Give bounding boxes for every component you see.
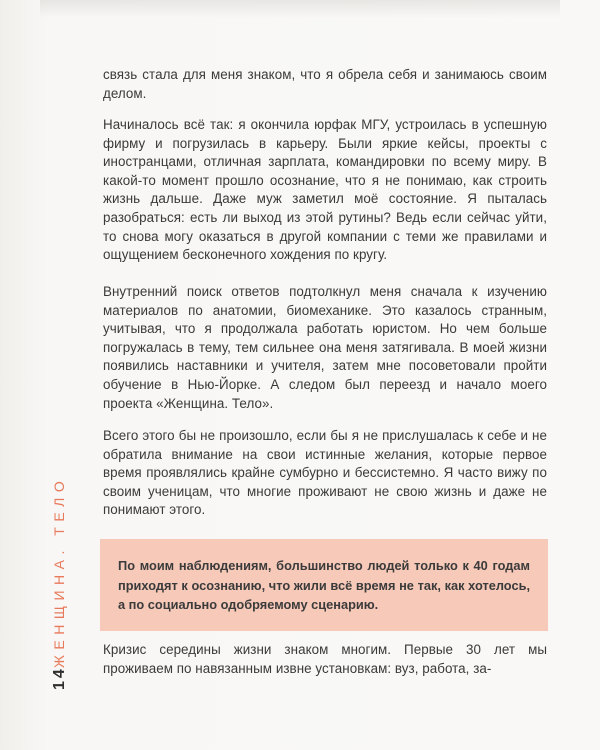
- paragraph-text: Кризис середины жизни знаком многим. Первые 30 лет мы проживаем по навязанным извне установкам: вуз, работа, за-: [103, 642, 547, 676]
- previous-page-bleed: [40, 0, 560, 18]
- paragraph-text: Внутренний поиск ответов подтолкнул меня сначала к изучению материалов по анатомии, биомеханике. Это казалось странным, учитывая, что я продолжала работать юристом. Но чем больше погружалась в тему, тем сильнее она меня затягивала. В моей жизни появились наставники и учителя, затем мне посоветовали пройти обучение в Нью-Йорке. А следом был переезд и начало моего проекта «Женщина. Тело».: [103, 284, 547, 411]
- running-head-title: ЖЕНЩИНА. ТЕЛО: [51, 475, 67, 668]
- highlight-quote-text: По моим наблюдениям, большинство людей только к 40 годам приходят к осознанию, что жили всё время не так, как хотелось, а по социально одобряемому сценарию.: [118, 558, 530, 612]
- paragraph-4: [103, 427, 547, 520]
- paragraph-text: Всего этого бы не произошло, если бы я не прислушалась к себе и не обратила внимание на свои истинные желания, которые первое время проявлялись крайне сумбурно и бессистемно. Я часто вижу по своим ученицам, что многие проживают не свою жизнь и даже не понимают этого.: [103, 428, 547, 518]
- paragraph-text: связь стала для меня знаком, что я обрела себя и занимаюсь своим делом.: [103, 67, 547, 101]
- paragraph-3: [103, 283, 547, 413]
- page-number: 14: [51, 666, 68, 690]
- paragraph-5: [103, 641, 547, 678]
- paragraph-2: [103, 116, 547, 265]
- paragraph-text: Начиналось всё так: я окончила юрфак МГУ, устроилась в успешную фирму и погрузилась в карьеру. Были яркие кейсы, проекты с иностранцами, отличная зарплата, командировки по всему миру. В какой-то момент прошло осознание, что я не понимаю, как строить жизнь дальше. Даже муж заметил моё состояние. Я пыталась разобраться: есть ли выход из этой рутины? Ведь если сейчас уйти, то снова могу оказаться в другой компании с теми же правилами и ощущением бесконечного хождения по кругу.: [103, 117, 547, 263]
- paragraph-1: [103, 66, 547, 103]
